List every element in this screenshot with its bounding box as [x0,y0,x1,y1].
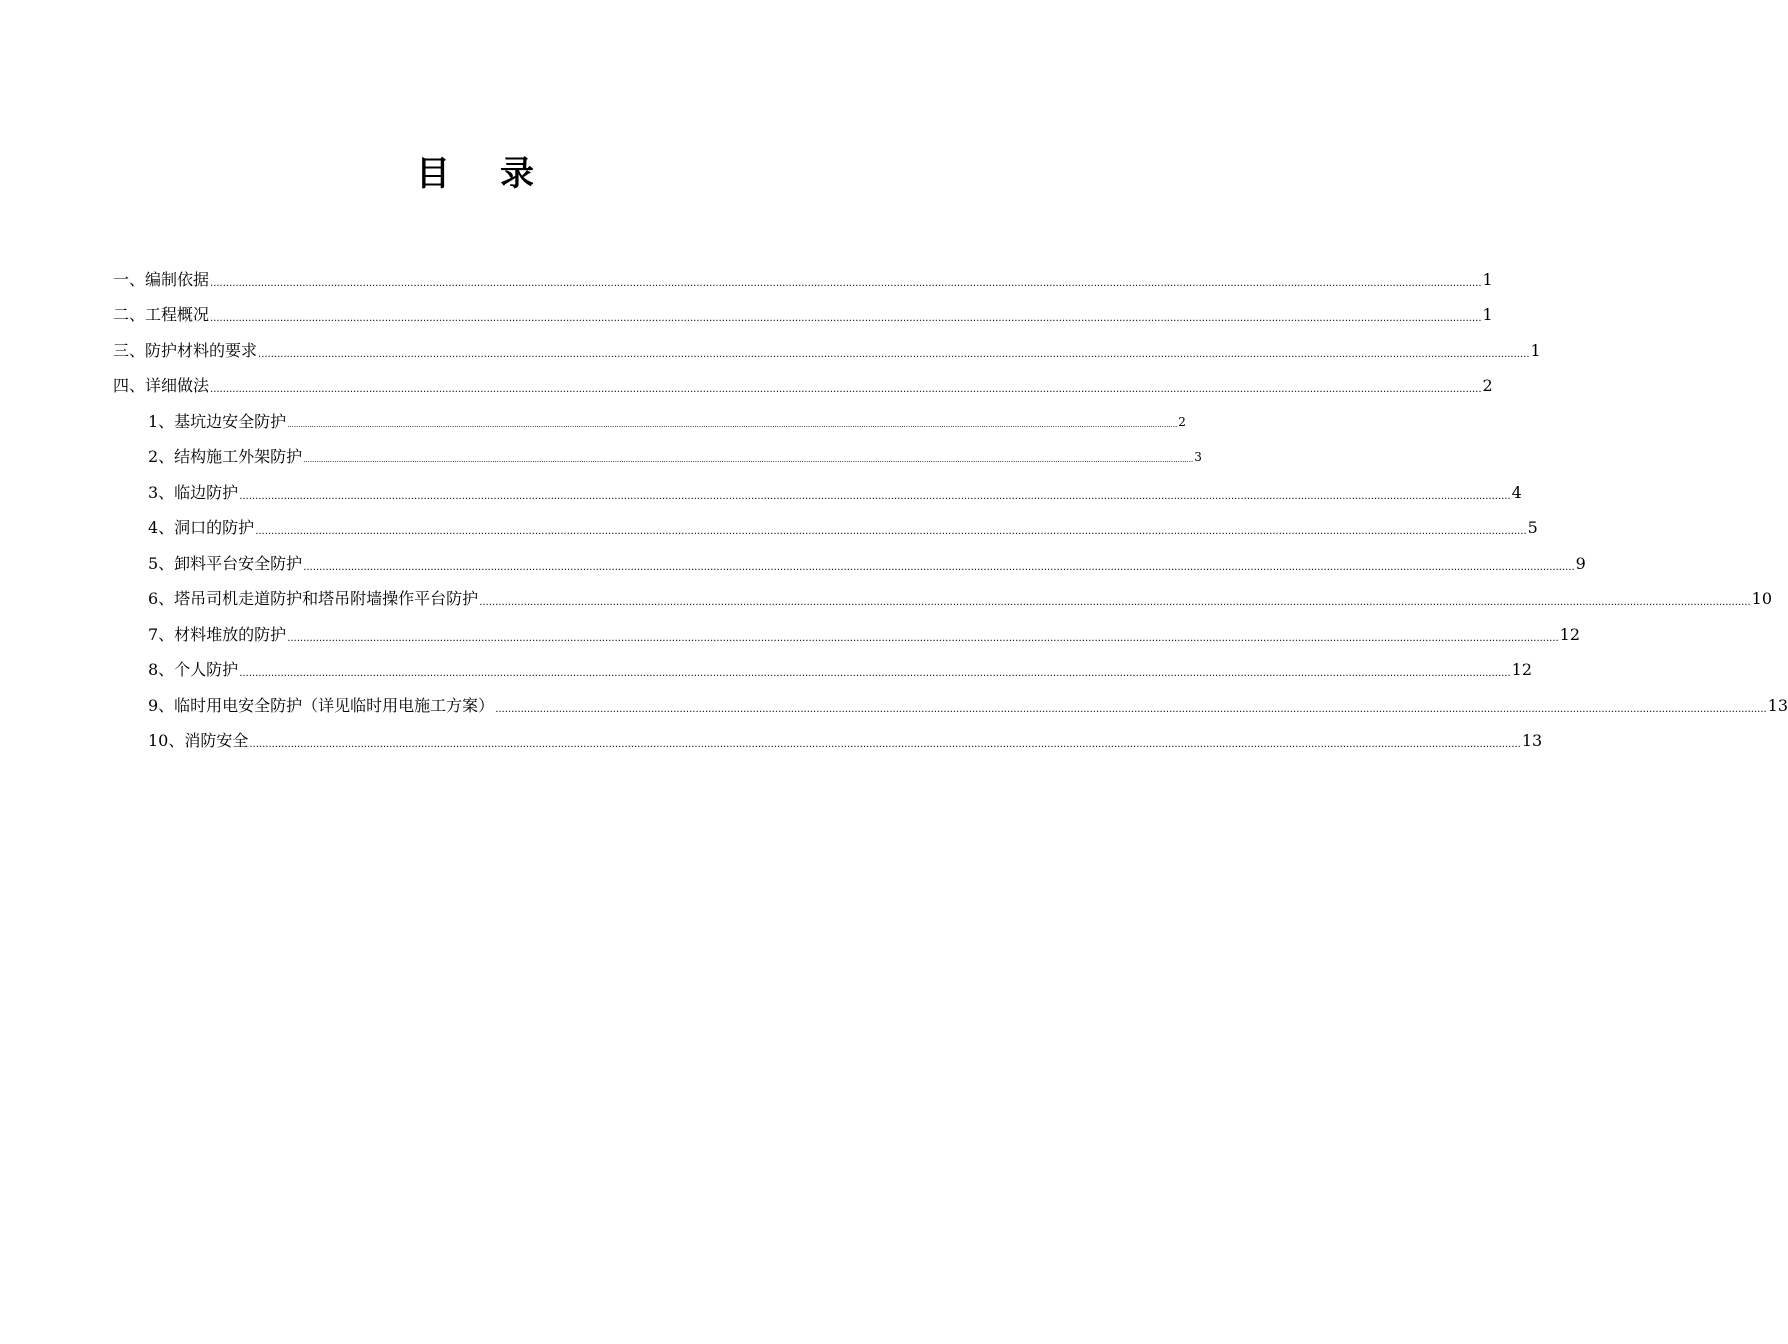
toc-entry-label: 4、洞口的防护 [148,518,255,538]
toc-entry-page-number: 12 [1559,624,1581,644]
toc-entry-label: 2、结构施工外架防护 [148,447,303,467]
toc-entry-page-number: 9 [1575,553,1586,573]
toc-entry-page-number: 13 [1521,731,1543,751]
toc-dot-leader: ................................................................................................................................................................................................................................................................................................................................................................................................................ [303,456,1194,464]
toc-dot-leader: ................................................................................................................................................................................................................................................................................................................................................................................................................ [210,313,1482,324]
toc-entry-page-number: 2 [1178,414,1186,429]
toc-title-char-2: 录 [500,154,534,194]
toc-dot-leader: ................................................................................................................................................................................................................................................................................................................................................................................................................ [479,597,1751,608]
toc-entry-page-number: 5 [1527,518,1538,538]
toc-entry-page-number: 1 [1482,305,1493,325]
toc-entry-page-number: 1 [1530,340,1541,360]
toc-dot-leader: ................................................................................................................................................................................................................................................................................................................................................................................................................ [249,739,1521,750]
toc-entry-label: 5、卸料平台安全防护 [148,553,303,573]
toc-entry-label: 9、临时用电安全防护（详见临时用电施工方案） [148,695,495,715]
toc-entry[interactable] [0,724,1543,760]
toc-list [0,262,1788,759]
toc-title [0,152,950,196]
toc-entry[interactable] [0,582,1773,618]
toc-entry-label: 四、详细做法 [113,376,210,396]
toc-entry-page-number: 10 [1751,589,1773,609]
toc-dot-leader: ................................................................................................................................................................................................................................................................................................................................................................................................................ [258,348,1530,360]
toc-entry-label: 8、个人防护 [148,660,239,680]
toc-entry[interactable] [0,475,1522,511]
toc-entry[interactable] [0,688,1788,724]
toc-entry-label: 三、防护材料的要求 [113,340,258,360]
toc-entry-page-number: 12 [1511,660,1533,680]
toc-entry[interactable] [0,546,1586,582]
toc-dot-leader: ................................................................................................................................................................................................................................................................................................................................................................................................................ [287,632,1559,644]
toc-title-char-1: 目 [416,154,450,194]
toc-entry-page-number: 1 [1482,269,1493,289]
toc-dot-leader: ................................................................................................................................................................................................................................................................................................................................................................................................................ [210,277,1482,289]
toc-entry-label: 6、塔吊司机走道防护和塔吊附墙操作平台防护 [148,589,479,609]
toc-entry-label: 7、材料堆放的防护 [148,624,287,644]
toc-entry-page-number: 3 [1194,450,1202,465]
toc-entry-label: 二、工程概况 [113,305,210,325]
toc-entry-page-number: 2 [1482,376,1493,396]
toc-entry-label: 3、临边防护 [148,482,239,502]
toc-dot-leader: ................................................................................................................................................................................................................................................................................................................................................................................................................ [287,420,1178,429]
toc-entry-label: 一、编制依据 [113,269,210,289]
toc-entry-page-number: 13 [1767,695,1788,715]
toc-entry-label: 10、消防安全 [148,731,249,751]
toc-dot-leader: ................................................................................................................................................................................................................................................................................................................................................................................................................ [239,490,1511,502]
toc-entry[interactable] [0,511,1538,547]
toc-dot-leader: ................................................................................................................................................................................................................................................................................................................................................................................................................ [255,526,1527,537]
toc-entry[interactable] [0,440,1202,476]
toc-entry[interactable] [0,369,1493,405]
toc-entry[interactable] [0,262,1493,298]
toc-entry[interactable] [0,333,1541,369]
toc-entry[interactable] [0,404,1186,440]
toc-entry-label: 1、基坑边安全防护 [148,411,287,431]
toc-dot-leader: ................................................................................................................................................................................................................................................................................................................................................................................................................ [210,384,1482,395]
toc-dot-leader: ................................................................................................................................................................................................................................................................................................................................................................................................................ [303,561,1575,573]
toc-entry-page-number: 4 [1511,482,1522,502]
toc-dot-leader: ................................................................................................................................................................................................................................................................................................................................................................................................................ [239,668,1511,679]
toc-entry[interactable] [0,617,1581,653]
toc-dot-leader: ................................................................................................................................................................................................................................................................................................................................................................................................................ [495,703,1767,715]
toc-entry[interactable] [0,298,1493,334]
toc-entry[interactable] [0,653,1533,689]
